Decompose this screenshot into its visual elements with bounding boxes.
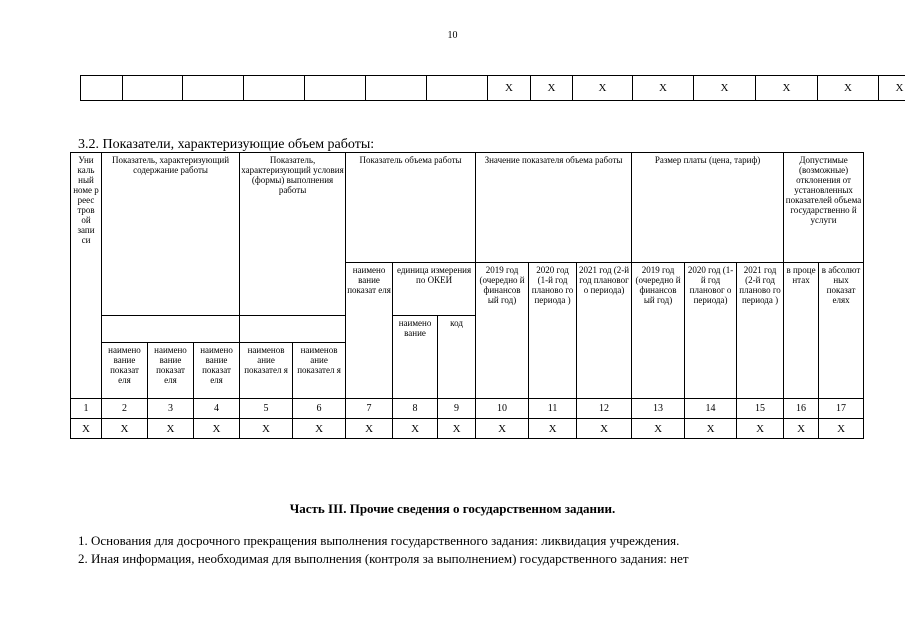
x-cell: X bbox=[756, 76, 818, 101]
table-row bbox=[81, 76, 905, 101]
x-cell: X bbox=[818, 76, 879, 101]
unique-number-header: Уни каль ный номе р реес тров ой запи си bbox=[71, 153, 102, 399]
volume-value-header: Значение показателя объема работы bbox=[476, 153, 632, 263]
part-three-title: Часть III. Прочие сведения о государственном задании. bbox=[289, 501, 616, 516]
content-indicator-header: Показатель, характеризующий содержание работы bbox=[102, 153, 240, 316]
deviations-header: Допустимые (возможные) отклонения от установленных показателей объема государственно й услуги bbox=[784, 153, 864, 263]
section-title: 3.2. Показатели, характеризующие объем работы: bbox=[78, 137, 375, 152]
header-row bbox=[71, 153, 864, 263]
condition-indicator-header: Показатель, характеризующий условия (формы) выполнения работы bbox=[240, 153, 346, 316]
work-volume-table bbox=[70, 152, 864, 439]
fee-2020-header: 2020 год (1-й год плановог о периода) bbox=[685, 263, 737, 399]
fee-header: Размер платы (цена, тариф) bbox=[632, 153, 784, 263]
fee-2021-header: 2021 год (2-й год планово го периода ) bbox=[737, 263, 784, 399]
value-2019-header: 2019 год (очередно й финансов ый год) bbox=[476, 263, 529, 399]
value-2021-header: 2021 год (2-й год плановог о периода) bbox=[577, 263, 632, 399]
x-row: X X X X X X X X X X X X X X X X X bbox=[71, 419, 864, 439]
indicator-name-header: наименов ание показател я bbox=[240, 343, 293, 399]
column-number-row: 1 2 3 4 5 6 7 8 9 10 11 12 13 14 15 16 17 bbox=[71, 399, 864, 419]
percent-header: в проце нтах bbox=[784, 263, 819, 399]
x-cell: X bbox=[531, 76, 573, 101]
indicator-name-header: наимено вание показат еля bbox=[102, 343, 148, 399]
indicator-name-header: наимено вание показат еля bbox=[148, 343, 194, 399]
value-2020-header: 2020 год (1-й год планово го периода ) bbox=[529, 263, 577, 399]
unit-name-header: наимено вание bbox=[393, 316, 438, 399]
fee-2019-header: 2019 год (очередно й финансов ый год) bbox=[632, 263, 685, 399]
absolute-header: в абсолют ных показат елях bbox=[819, 263, 864, 399]
volume-indicator-header: Показатель объема работы bbox=[346, 153, 476, 263]
x-cell: X bbox=[879, 76, 905, 101]
indicator-name-header: наимено вание показат еля bbox=[194, 343, 240, 399]
page-number: 10 bbox=[447, 30, 458, 41]
paragraph-termination-grounds: 1. Основания для досрочного прекращения выполнения государственного задания: ликвидация учреждения. bbox=[78, 533, 680, 548]
x-cell: X bbox=[694, 76, 756, 101]
x-cell: X bbox=[633, 76, 694, 101]
unit-header: единица измерения по ОКЕИ bbox=[393, 263, 476, 316]
x-cell: X bbox=[573, 76, 633, 101]
unit-code-header: код bbox=[438, 316, 476, 399]
x-cell: X bbox=[488, 76, 531, 101]
continuation-table bbox=[80, 75, 905, 101]
paragraph-other-information: 2. Иная информация, необходимая для выполнения (контроля за выполнением) государственного задания: нет bbox=[78, 551, 689, 566]
indicator-name-header: наименов ание показател я bbox=[293, 343, 346, 399]
volume-name-header: наимено вание показат еля bbox=[346, 263, 393, 399]
